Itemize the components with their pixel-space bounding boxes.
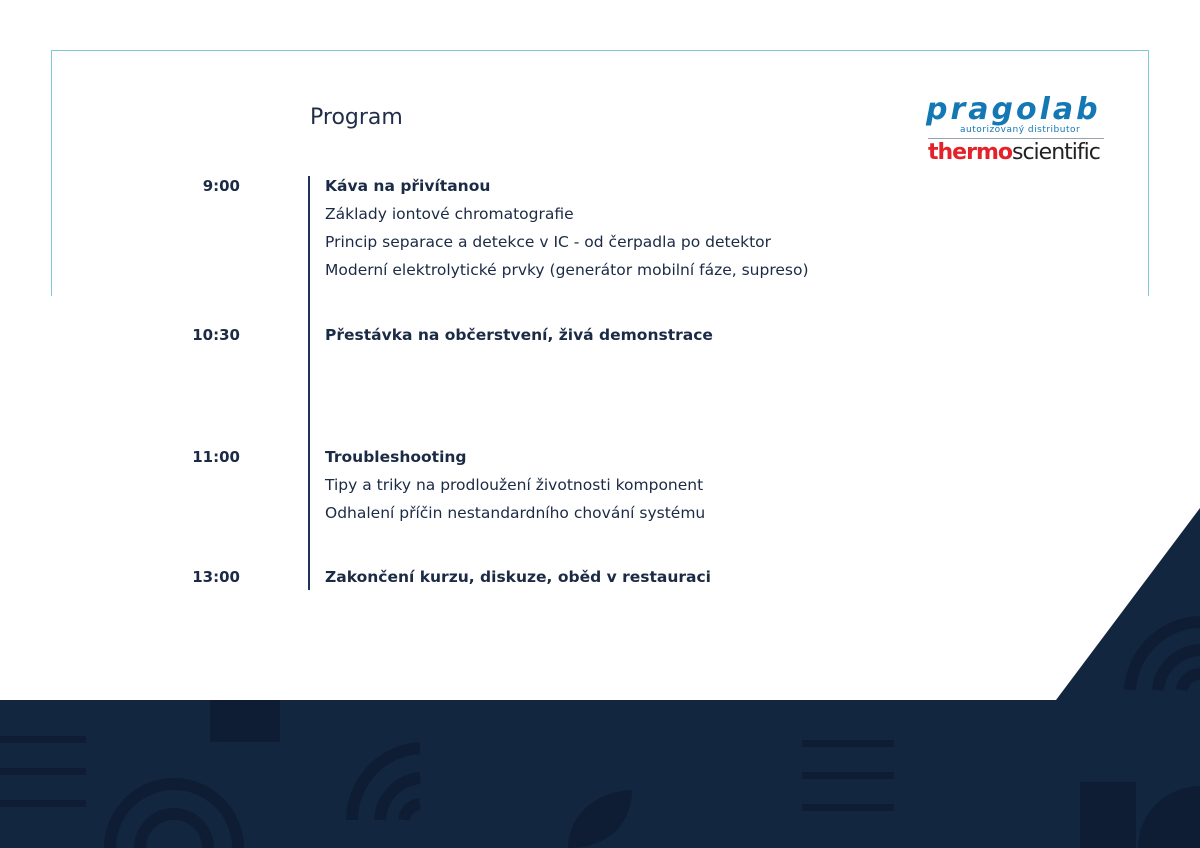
logo-subtitle: autorizovaný distributor [960, 125, 1081, 135]
schedule-item: Moderní elektrolytické prvky (generátor mobilní fáze, supreso) [325, 261, 809, 279]
schedule-time: 10:30 [192, 326, 240, 344]
schedule-item-heading: Zakončení kurzu, diskuze, oběd v restauraci [325, 568, 711, 586]
schedule-item-heading: Káva na přivítanou [325, 177, 491, 195]
pragolab-logo [926, 92, 1106, 165]
frame-right-border [1148, 50, 1149, 296]
thermo-scientific-logo [928, 140, 1100, 165]
schedule-item: Princip separace a detekce v IC - od čerpadla po detektor [325, 233, 772, 251]
logo-partner-part1: thermo [928, 140, 1012, 165]
logo-divider [928, 138, 1104, 139]
schedule-time: 9:00 [202, 177, 240, 195]
logo-brand: pragolab [926, 92, 1101, 127]
timeline-line [308, 176, 310, 590]
schedule-item: Základy iontové chromatografie [325, 205, 574, 223]
frame-left-border [51, 50, 52, 296]
schedule-time: 11:00 [192, 448, 240, 466]
logo-partner-part2: scientific [1012, 140, 1100, 165]
schedule-item: Tipy a triky na prodloužení životnosti komponent [325, 476, 704, 494]
schedule-item-heading: Přestávka na občerstvení, živá demonstrace [325, 326, 713, 344]
schedule-time: 13:00 [192, 568, 240, 586]
schedule-item-heading: Troubleshooting [325, 448, 467, 466]
page-title: Program [310, 105, 403, 130]
frame-top-border [51, 50, 1149, 51]
schedule-item: Odhalení příčin nestandardního chování systému [325, 504, 706, 522]
